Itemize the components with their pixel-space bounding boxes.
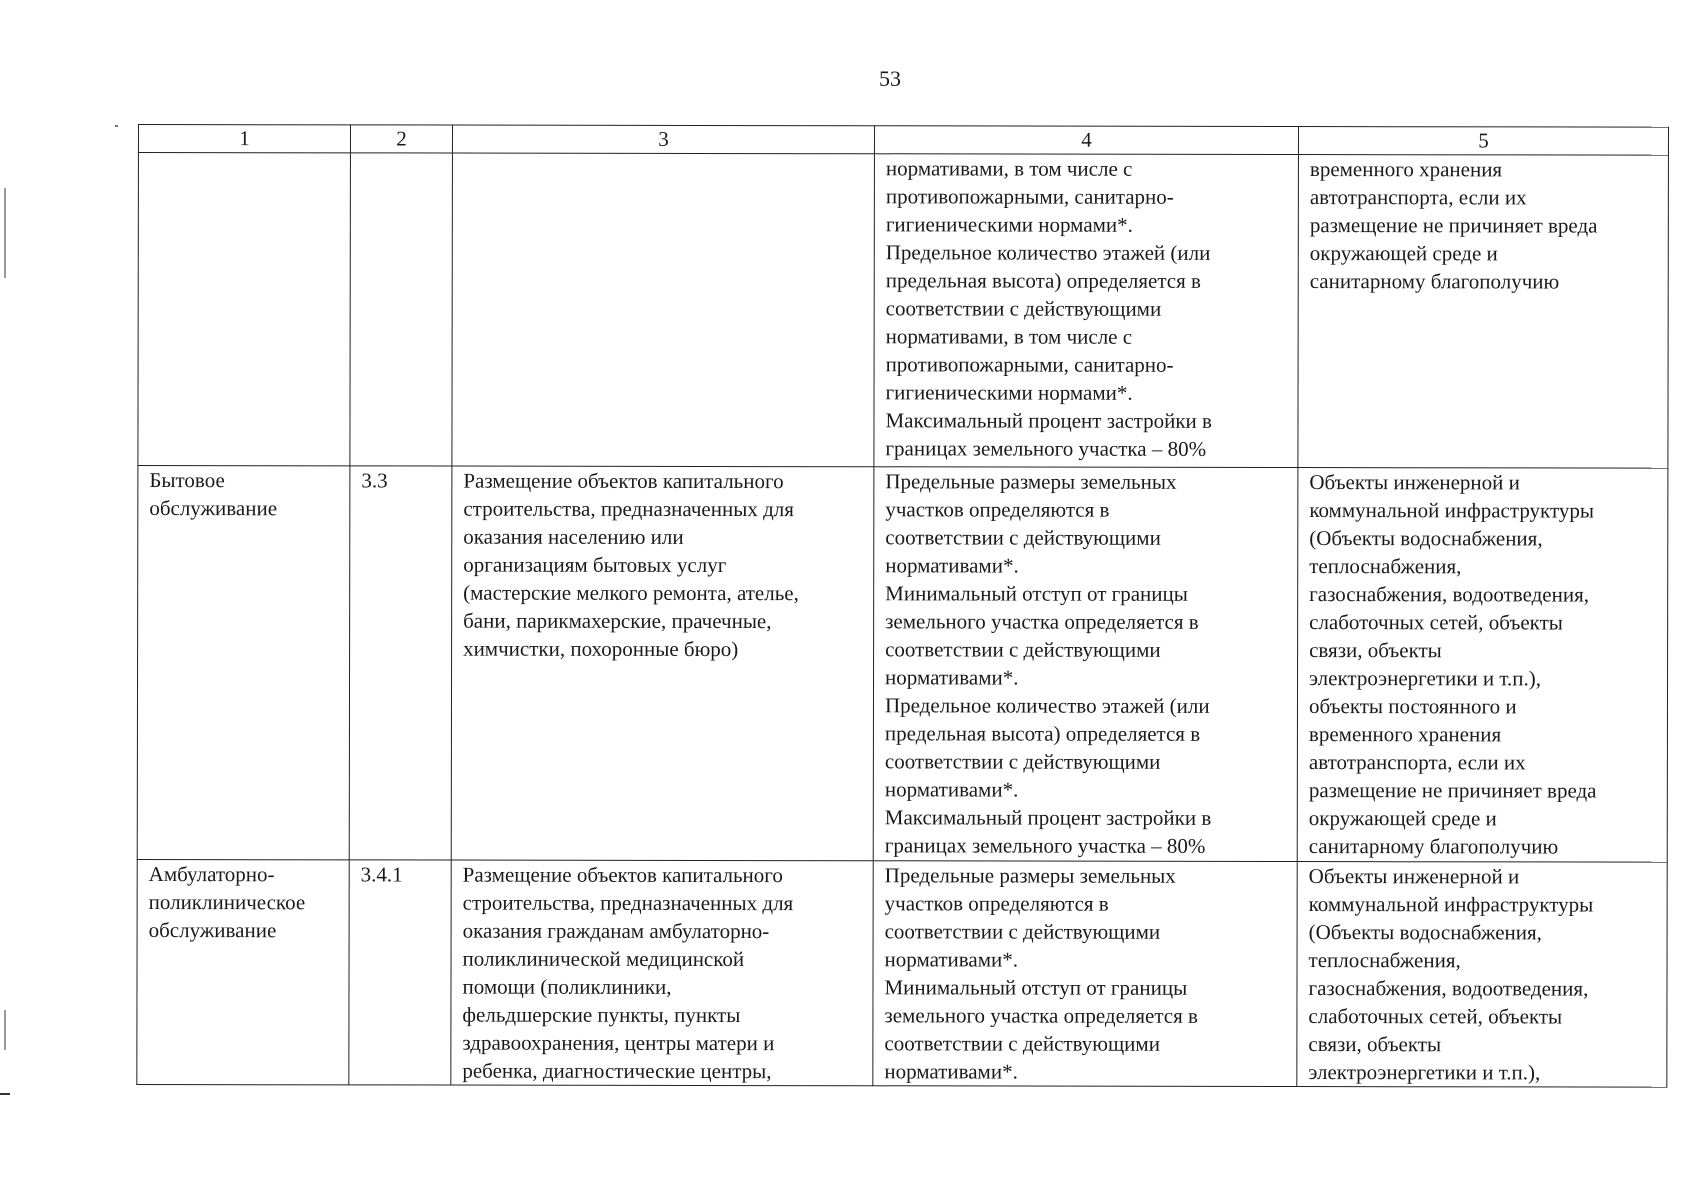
text-line: Предельные размеры земельных <box>885 469 1177 494</box>
auxiliary-cell <box>1298 155 1669 469</box>
text-line: объекты постоянного и <box>1308 694 1517 719</box>
text-line: коммунальной инфраструктуры <box>1309 498 1595 523</box>
column-header: 3 <box>452 125 874 154</box>
text-line: (мастерские мелкого ремонта, ателье, <box>463 580 799 606</box>
text-line: временного хранения <box>1309 157 1503 182</box>
text-line: ребенка, диагностические центры, <box>462 1058 772 1084</box>
text-line: Размещение объектов капитального <box>463 468 784 494</box>
page-number: 53 <box>879 66 901 91</box>
text-line: Минимальный отступ от границы <box>885 581 1188 606</box>
parameters-cell <box>873 467 1298 862</box>
text-line: границах земельного участка – 80% <box>884 833 1206 858</box>
text-line: участков определяются в <box>885 497 1110 522</box>
text-line: организациям бытовых услуг <box>463 552 727 578</box>
text-line: электроэнергетики и т.п.), <box>1308 1060 1541 1085</box>
text-line: слаботочных сетей, объекты <box>1309 610 1563 635</box>
text-line: газоснабжения, водоотведения, <box>1309 582 1590 607</box>
use-name-cell <box>138 153 351 466</box>
text-line: химчистки, похоронные бюро) <box>463 636 739 662</box>
text-line: поликлиническое <box>148 890 306 915</box>
text-line: противопожарными, санитарно- <box>885 184 1174 209</box>
table-row <box>138 153 1669 469</box>
text-line: соответствии с действующими <box>884 919 1161 944</box>
text-line: 3.4.1 <box>360 862 403 887</box>
text-line: гигиеническими нормами*. <box>885 380 1133 405</box>
text-line: нормативами*. <box>885 553 1019 578</box>
scan-mark <box>4 1010 6 1050</box>
text-line: Максимальный процент застройки в <box>884 805 1212 830</box>
text-line: Минимальный отступ от границы <box>884 975 1188 1000</box>
column-header: 4 <box>874 126 1298 155</box>
text-line: фельдшерские пункты, пункты <box>462 1002 741 1028</box>
text-line: помощи (поликлиники, <box>462 974 672 999</box>
text-line: Объекты инженерной и <box>1308 864 1520 889</box>
text-line: строительства, предназначенных для <box>463 496 794 522</box>
text-line: автотранспорта, если их <box>1308 750 1526 775</box>
text-line: соответствии с действующими <box>884 749 1161 774</box>
text-line: окружающей среде и <box>1309 241 1498 266</box>
text-line: временного хранения <box>1308 722 1502 747</box>
auxiliary-cell <box>1297 862 1667 1088</box>
text-line: нормативами*. <box>884 947 1019 972</box>
text-line: соответствии с действующими <box>884 1031 1160 1056</box>
auxiliary-cell <box>1297 468 1668 863</box>
text-line: нормативами*. <box>884 777 1019 802</box>
text-line: Размещение объектов капитального <box>462 862 783 888</box>
text-line: обслуживание <box>149 496 278 521</box>
text-line: (Объекты водоснабжения, <box>1309 526 1543 551</box>
text-line: земельного участка определяется в <box>884 1003 1198 1028</box>
text-line: санитарному благополучию <box>1309 269 1560 294</box>
text-line: Предельные размеры земельных <box>884 863 1176 888</box>
text-line: предельная высота) определяется в <box>885 268 1201 293</box>
table-row <box>137 859 1667 1087</box>
use-code-cell <box>349 860 451 1085</box>
text-line: Объекты инженерной и <box>1309 470 1520 495</box>
text-line: оказания гражданам амбулаторно- <box>462 918 770 944</box>
text-line: обслуживание <box>148 918 277 943</box>
text-line: электроэнергетики и т.п.), <box>1309 666 1542 691</box>
parameters-cell <box>873 861 1297 1087</box>
use-code-cell <box>350 153 453 466</box>
text-line: размещение не причиняет вреда <box>1309 213 1598 238</box>
use-name-cell <box>137 466 350 860</box>
text-line: соответствии с действующими <box>885 525 1161 550</box>
text-line: соответствии с действующими <box>885 296 1162 321</box>
text-line: Бытовое <box>149 468 225 493</box>
text-line: связи, объекты <box>1309 638 1442 663</box>
text-line: Предельное количество этажей (или <box>884 693 1210 718</box>
column-header: 2 <box>350 125 452 153</box>
use-name-cell <box>137 859 349 1084</box>
text-line: Максимальный процент застройки в <box>885 408 1212 433</box>
text-line: предельная высота) определяется в <box>884 721 1201 746</box>
use-description-cell <box>452 153 875 467</box>
text-line: связи, объекты <box>1308 1032 1442 1057</box>
column-header: 5 <box>1298 127 1668 156</box>
text-line: нормативами, в том числе с <box>885 324 1133 349</box>
text-line: строительства, предназначенных для <box>462 890 794 916</box>
text-line: нормативами*. <box>885 665 1019 690</box>
parameters-cell <box>874 154 1299 468</box>
text-line: газоснабжения, водоотведения, <box>1308 976 1589 1001</box>
use-description-cell <box>451 466 874 861</box>
scan-mark <box>115 125 118 127</box>
regulations-table <box>136 124 1669 1088</box>
text-line: Амбулаторно- <box>148 862 275 887</box>
text-line: земельного участка определяется в <box>885 609 1199 634</box>
text-line: санитарному благополучию <box>1308 834 1559 859</box>
text-line: теплоснабжения, <box>1308 948 1461 973</box>
text-line: оказания населению или <box>463 524 684 549</box>
column-header: 1 <box>138 125 350 153</box>
use-description-cell <box>451 860 873 1086</box>
text-line: бани, парикмахерские, прачечные, <box>463 608 772 634</box>
header-row <box>138 125 1668 156</box>
scan-mark <box>4 188 6 278</box>
text-line: размещение не причиняет вреда <box>1308 778 1597 803</box>
text-line: теплоснабжения, <box>1309 554 1462 579</box>
text-line: (Объекты водоснабжения, <box>1308 920 1542 945</box>
text-line: здравоохранения, центры матери и <box>462 1030 775 1056</box>
text-line: 3.3 <box>361 468 388 493</box>
text-line: коммунальной инфраструктуры <box>1308 892 1594 917</box>
use-code-cell <box>349 466 452 860</box>
text-line: окружающей среде и <box>1308 806 1497 831</box>
text-line: соответствии с действующими <box>885 637 1161 662</box>
text-line: Предельное количество этажей (или <box>885 240 1211 265</box>
text-line: участков определяются в <box>884 891 1109 916</box>
text-line: слаботочных сетей, объекты <box>1308 1004 1563 1029</box>
text-line: противопожарными, санитарно- <box>885 352 1174 377</box>
text-line: гигиеническими нормами*. <box>885 212 1133 237</box>
text-line: автотранспорта, если их <box>1309 185 1527 210</box>
text-line: нормативами, в том числе с <box>885 156 1133 181</box>
text-line: поликлинической медицинской <box>462 946 745 972</box>
text-line: нормативами*. <box>884 1059 1018 1084</box>
scan-mark <box>0 1093 10 1095</box>
text-line: границах земельного участка – 80% <box>885 436 1207 461</box>
table-row <box>137 466 1668 863</box>
